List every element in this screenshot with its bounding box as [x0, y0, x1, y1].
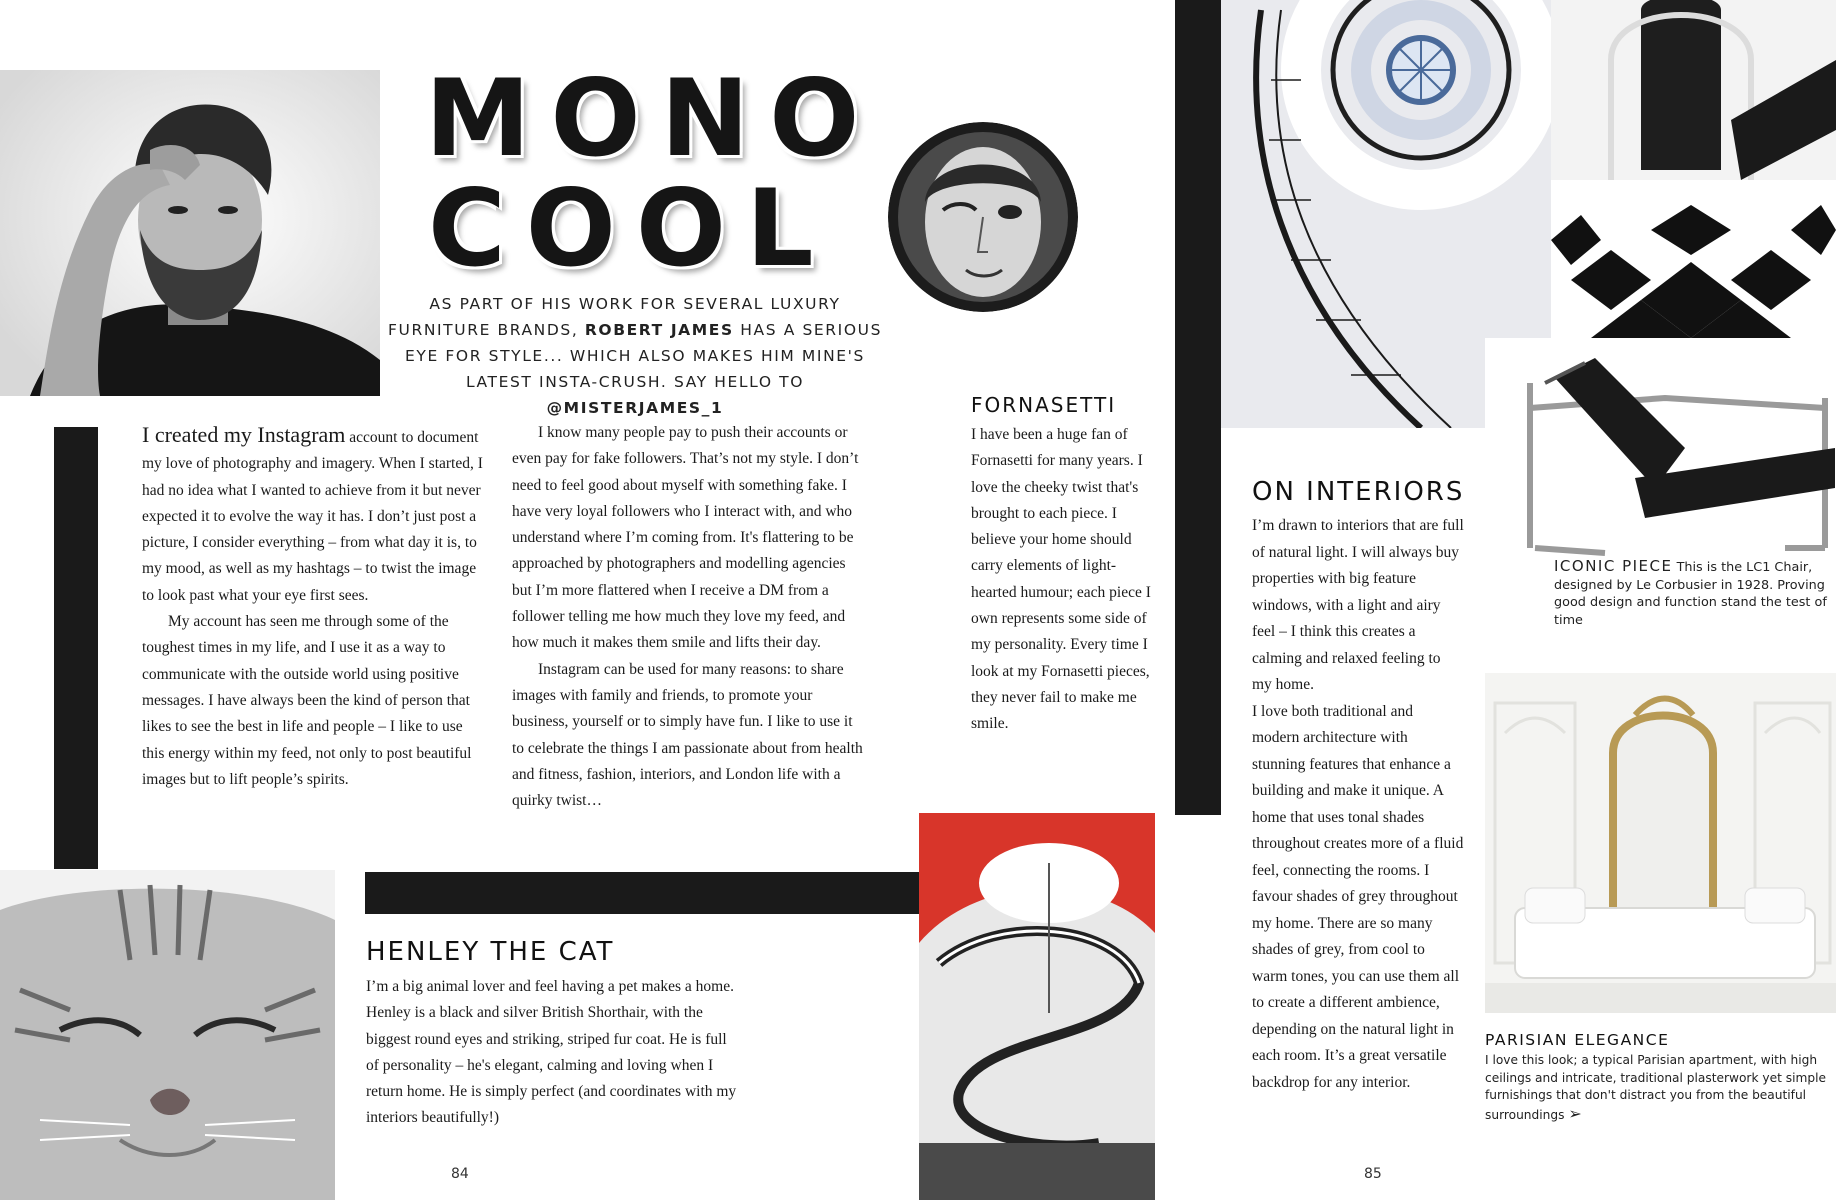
intro-name: ROBERT JAMES: [584, 321, 734, 339]
black-bar-left-margin: [54, 427, 98, 869]
intro-deck: [385, 291, 885, 421]
henley-heading: HENLEY THE CAT: [366, 937, 615, 967]
interiors-p1: I’m drawn to interiors that are full of natural light. I will always buy properties with big feature windows, with a light and airy feel – I think this creates a calming and relaxed feeling to my home.: [1252, 517, 1464, 693]
iconic-text: This is the LC1 Chair, designed by Le Corbusier in 1928. Proving good design and function stand the test of time: [1554, 560, 1827, 628]
iconic-caption: [1554, 558, 1834, 629]
interiors-body: [1252, 513, 1464, 1096]
article-lead: I created my Instagram: [142, 422, 346, 447]
arrow-icon: ➢: [1568, 1103, 1582, 1123]
article-col1-p2: My account has seen me through some of the toughest times in my life, and I use it as a way to communicate with the outside world using positive messages. I have always been the kind of person that likes to see the best in life and people – I like to use this energy within my feed, not only to post beautiful images but to lift people’s spirits.: [142, 613, 472, 788]
article-col1-p1-rest: account to document my love of photography and imagery. When I started, I had no idea what I wanted to achieve from it but never expected it to evolve the way it has. I don’t just post a picture, I consider everything – from what day it is, to my mood, as well as my hashtags – to twist the image to look past what your eye first sees.: [142, 429, 483, 604]
interiors-heading: ON INTERIORS: [1252, 477, 1465, 507]
article-col1-p1: [142, 422, 487, 609]
article-col2-p1: I know many people pay to push their accounts or even pay for fake followers. That’s not my style. I don’t need to feel good about myself with something fake. I have very loyal followers who I interact with, and who understand where I’m coming from. It's flattering to be approached by photographers and modelling agencies but I’m more flattered when I receive a DM from a follower telling me how much they love my feed, and how much it makes them smile and lifts their day.: [512, 424, 859, 652]
article-column-2: [512, 420, 864, 814]
parisian-label: PARISIAN ELEGANCE: [1485, 1031, 1670, 1049]
intro-handle[interactable]: @MISTERJAMES_1: [546, 399, 724, 417]
parisian-text: I love this look; a typical Parisian apartment, with high ceilings and intricate, traditional plasterwork yet simple furnishings that don't distract you from the beautiful surroundings: [1485, 1053, 1826, 1122]
parisian-room-photo: [1485, 673, 1836, 1013]
title-line-2: COOL: [428, 167, 834, 290]
black-bar-henley: [365, 872, 920, 914]
intro-text-before: AS PART OF HIS WORK FOR SEVERAL LUXURY FURNITURE BRANDS,: [387, 295, 841, 339]
cat-photo: [0, 870, 335, 1200]
intro-text-middle: HAS A SERIOUS EYE FOR STYLE... WHICH ALSO MAKES HIM MINE'S LATEST INSTA-CRUSH. SAY HELLO TO: [405, 321, 883, 391]
iconic-label: ICONIC PIECE: [1554, 557, 1673, 575]
fornasetti-body: I have been a huge fan of Fornasetti for many years. I love the cheeky twist that's brought to each piece. I believe your home should carry elements of light-hearted humour; each piece I own represents some side of my personality. Every time I look at my Fornasetti pieces, they never fail to make me smile.: [971, 426, 1151, 733]
article-col2-p2: Instagram can be used for many reasons: to share images with family and friends, to promote your business, yourself or to simply have fun. I like to use it to celebrate the things I am passionate about from health and fitness, fashion, interiors, and London life with a quirky twist…: [512, 660, 863, 810]
hallway-floor-photo: [1551, 0, 1836, 338]
fornasetti-plate-photo: [888, 122, 1078, 312]
interiors-p2: I love both traditional and modern architecture with stunning features that enhance a building and make it unique. A home that uses tonal shades throughout creates more of a fluid feel, connecting the rooms. I favour shades of grey throughout my home. There are so many shades of grey, from cool to warm tones, you can use them all to create a different ambience, depending on the natural light in each room. It’s a great versatile backdrop for any interior.: [1252, 702, 1464, 1091]
black-bar-right-edge: [1175, 0, 1221, 815]
page-number-left: 84: [451, 1166, 469, 1182]
red-staircase-photo: [919, 813, 1155, 1200]
henley-body: I’m a big animal lover and feel having a pet makes a home. Henley is a black and silver British Shorthair, with the biggest round eyes and striking, striped fur coat. He is full of personality – he's elegant, calming and loving when I return home. He is simply perfect (and coordinates with my interiors beautifully!): [366, 978, 737, 1127]
article-column-1: [142, 422, 487, 793]
parisian-caption: [1485, 1052, 1830, 1124]
fornasetti-heading: FORNASETTI: [971, 393, 1117, 417]
page-number-right: 85: [1364, 1166, 1382, 1182]
portrait-photo: [0, 70, 380, 396]
title-line-1: MONO: [425, 57, 880, 180]
